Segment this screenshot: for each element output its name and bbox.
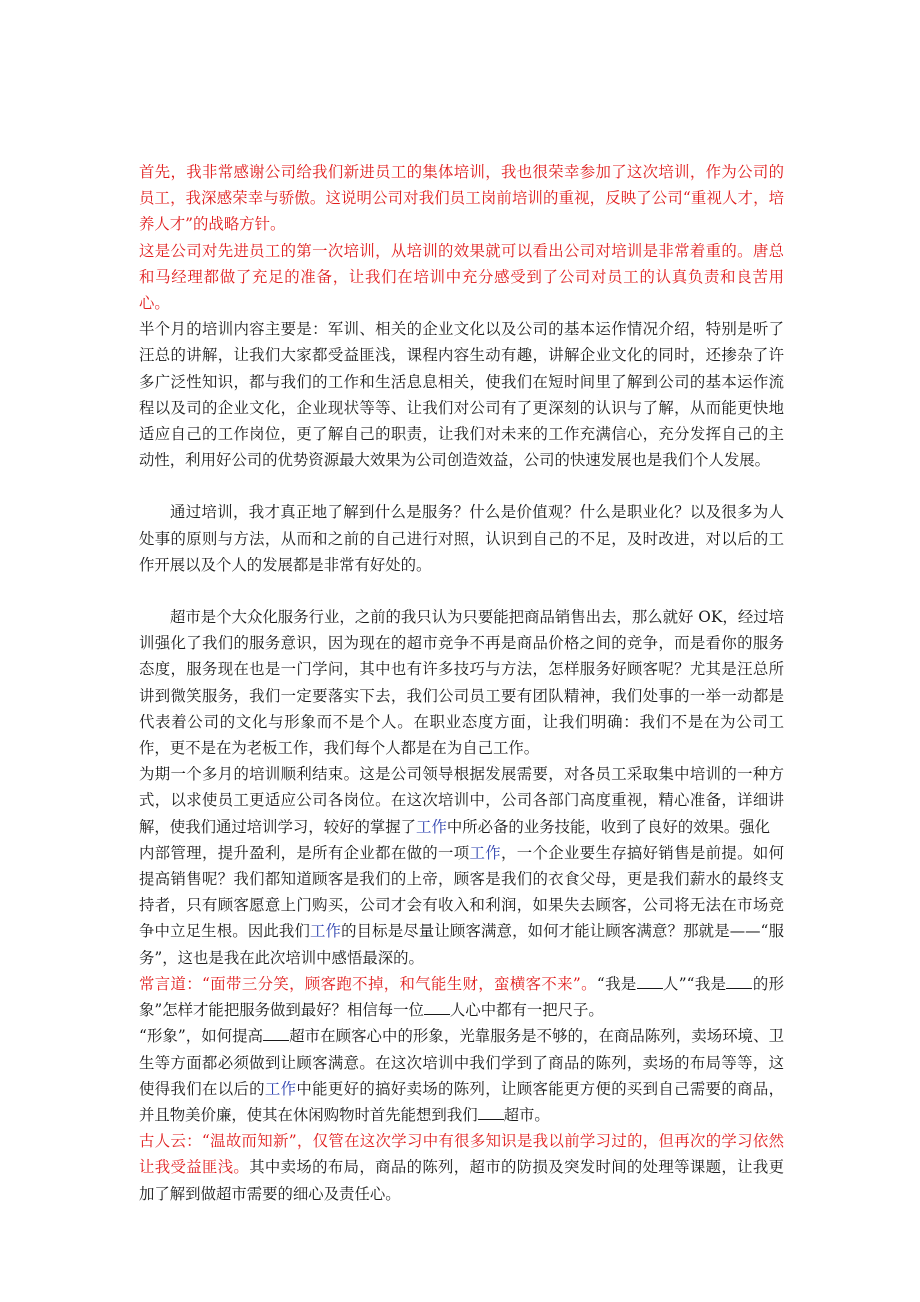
paragraph-training-complete	[139, 761, 784, 840]
paragraph-gap	[139, 578, 784, 604]
paragraph-first-training: 这是公司对先进员工的第一次培训，从培训的效果就可以看出公司对培训是非常着重的。唐总和马经理都做了充足的准备，让我们在培训中充分感受到了公司对员工的认真负责和良苦用心。	[139, 241, 784, 313]
fill-blank	[726, 988, 752, 989]
text-run: “形象”，如何提高	[139, 1027, 264, 1046]
paragraph-internal-management	[139, 840, 784, 971]
fill-blank	[424, 1014, 450, 1015]
text-run: ，一个企业要生存搞好销售是前提。如何提高销售呢？我们都知道顾客是我们的上帝，顾客是我们的衣食父母，更是我们薪水的最终支持者，只有顾客愿意上门购买，公司才会有收入和利润，如果失去顾客，公司将无法在市场竞争中立足生根。因此我们	[139, 843, 784, 941]
fill-blank	[478, 1119, 504, 1120]
paragraph-image	[139, 1023, 784, 1128]
text-run: 中能更好的搞好卖场的陈列，让顾客能更方便的买到自己需要的商品，并且物美价廉，使其在休闲购物时首先能想到我们	[139, 1079, 784, 1124]
text-run: “我是	[596, 974, 637, 993]
text-run: 人心中都有一把尺子。	[449, 1001, 604, 1020]
text-run: 的形象”怎样才能把服务做到最好？相信每一位	[139, 974, 784, 1020]
paragraph-gap	[139, 473, 784, 499]
paragraph-gratitude: 首先，我非常感谢公司给我们新进员工的集体培训，我也很荣幸参加了这次培训，作为公司的员工，我深感荣幸与骄傲。这说明公司对我们员工岗前培训的重视，反映了公司“重视人才，培养人才”的战略方针。	[139, 163, 784, 234]
paragraph-understanding-service: 通过培训，我才真正地了解到什么是服务？什么是价值观？什么是职业化？以及很多为人处事的原则与方法，从而和之前的自己进行对照，认识到自己的不足，及时改进，对以后的工作开展以及个人的发展都是非常有好处的。	[139, 503, 784, 574]
text-run: 内部管理，提升盈利，是所有企业都在做的一项	[139, 843, 470, 862]
paragraph-ancients-say	[139, 1128, 784, 1207]
work-link[interactable]: 工作	[416, 817, 447, 836]
paragraph-saying	[139, 971, 784, 1023]
text-run: 人”“我是	[662, 974, 727, 993]
work-link[interactable]: 工作	[264, 1079, 297, 1098]
quote-saying: 常言道：“面带三分笑，顾客跑不掉，和气能生财，蛮横客不来”。	[139, 974, 597, 993]
text-run: 其中卖场的布局，商品的陈列，超市的防损及突发时间的处理等课题，让我更加了解到做超市需要的细心及责任心。	[139, 1158, 784, 1203]
quote-ancients: 古人云：“温故而知新”，仅管在这次学习中有很多知识是我以前学习过的，但再次的学习依然让我受益匪浅。	[139, 1132, 784, 1177]
fill-blank	[637, 988, 663, 989]
text-run: 超市在顾客心中的形象，光靠服务是不够的，在商品陈列，卖场环境、卫生等方面都必须做到让顾客满意。在这次培训中我们学到了商品的陈列，卖场的布局等等，这使得我们在以后的	[139, 1027, 784, 1098]
text-run: 中所必备的业务技能，收到了良好的效果。强化	[446, 817, 771, 836]
text-run: 超市。	[503, 1105, 550, 1124]
paragraph-supermarket-service: 超市是个大众化服务行业，之前的我只认为只要能把商品销售出去，那么就好 OK，经过培训强化了我们的服务意识，因为现在的超市竞争不再是商品价格之间的竞争，而是看你的服务态度，服务现在也是一门学问，其中也有许多技巧与方法，怎样服务好顾客呢？尤其是汪总所讲到微笑服务，我们一定要落实下去，我们公司员工要有团队精神，我们处事的一举一动都是代表着公司的文化与形象而不是个人。在职业态度方面，让我们明确：我们不是在为公司工作，更不是在为老板工作，我们每个人都是在为自己工作。	[139, 608, 784, 758]
work-link[interactable]: 工作	[469, 843, 502, 862]
paragraph-training-content: 半个月的培训内容主要是：军训、相关的企业文化以及公司的基本运作情况介绍，特别是听了汪总的讲解，让我们大家都受益匪浅，课程内容生动有趣，讲解企业文化的同时，还掺杂了许多广泛性知识，都与我们的工作和生活息息相关，使我们在短时间里了解到公司的基本运作流程以及司的企业文化，企业现状等等、让我们对公司有了更深刻的认识与了解，从而能更快地适应自己的工作岗位，更了解自己的职责，让我们对未来的工作充满信心，充分发挥自己的主动性，利用好公司的优势资源最大效果为公司创造效益，公司的快速发展也是我们个人发展。	[139, 320, 784, 470]
text-run: 的目标是尽量让顾客满意，如何才能让顾客满意？那就是——“服务”，这也是我在此次培训中感悟最深的。	[139, 922, 784, 967]
text-run: 为期一个多月的培训顺利结束。这是公司领导根据发展需要，对各员工采取集中培训的一种方式，以求使员工更适应公司各岗位。在这次培训中，公司各部门高度重视，精心准备，详细讲解，使我们通过培训学习，较好的掌握了	[139, 765, 784, 836]
work-link[interactable]: 工作	[310, 922, 342, 941]
document-body	[139, 159, 784, 1207]
fill-blank	[263, 1040, 289, 1041]
